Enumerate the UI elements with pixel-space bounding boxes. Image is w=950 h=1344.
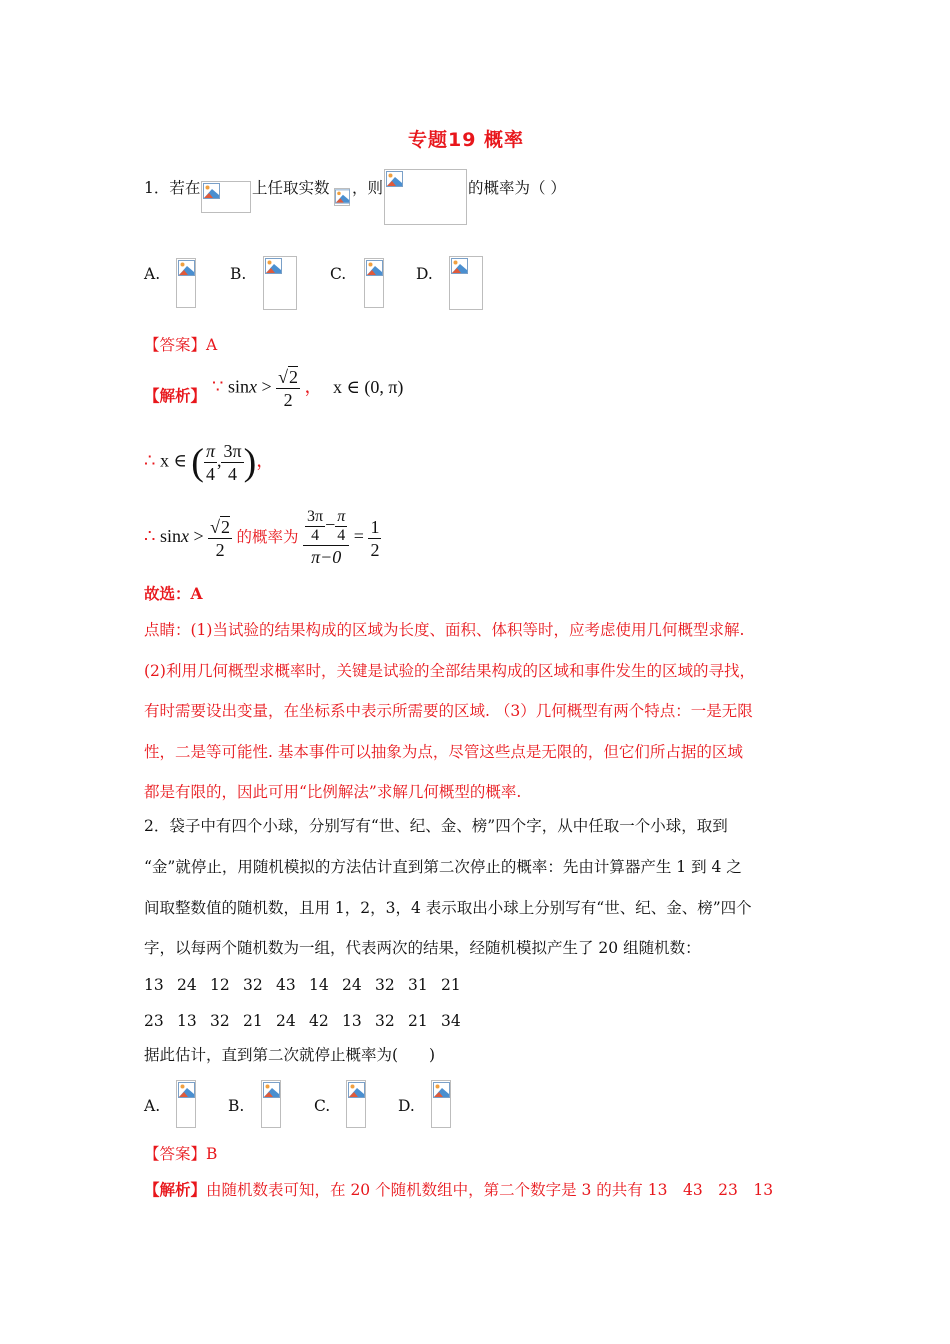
- random-number: 21: [441, 976, 461, 994]
- random-number: 12: [210, 976, 230, 994]
- broken-image-icon: [265, 258, 282, 274]
- random-number: 42: [309, 1012, 329, 1030]
- q1-stem-part1: 1．若在: [144, 179, 201, 197]
- random-numbers-row-1: [144, 975, 474, 995]
- fraction-3pi-over-4: $\frac{3\pi}{4}$: [223, 441, 242, 484]
- random-number: 32: [210, 1012, 230, 1030]
- q1-answer: 【答案】A: [144, 336, 218, 354]
- sin-text: sin: [159, 526, 181, 547]
- analysis-formula-1: [212, 366, 403, 411]
- random-numbers-row-2: [144, 1011, 474, 1031]
- q1-choose: 故选：A: [144, 584, 203, 603]
- q1-stem-part4: 的概率为（ ）: [468, 179, 566, 197]
- formula-image-placeholder: [334, 188, 350, 206]
- option-c-image: [364, 258, 384, 308]
- random-number: 43: [276, 976, 296, 994]
- equals: =: [353, 526, 364, 547]
- q2-stem-line-3: 间取整数值的随机数，且用 1，2，3，4 表示取出小球上分别写有“世、纪、金、榜”四个: [144, 899, 752, 917]
- sqrt-radicand: 2: [289, 367, 299, 387]
- probability-text: 的概率为: [236, 528, 299, 547]
- page-title: 专题19 概率: [408, 129, 525, 151]
- random-number: 13: [177, 1012, 197, 1030]
- comment-line-2: (2)利用几何概型求概率时，关键是试验的全部结果构成的区域和事件发生的区域的寻找，: [144, 662, 755, 680]
- q2-analysis-label: 【解析】: [144, 1180, 207, 1199]
- random-number: 24: [276, 1012, 296, 1030]
- broken-image-icon: [386, 171, 403, 187]
- random-number: 21: [408, 1012, 428, 1030]
- q1-stem-part3: ，则: [352, 179, 384, 197]
- q1-option-b-label: B.: [230, 265, 247, 283]
- random-number: 34: [441, 1012, 461, 1030]
- broken-image-icon: [178, 1082, 195, 1098]
- broken-image-icon: [335, 189, 350, 204]
- sqrt-sign: √: [278, 367, 289, 387]
- option-d-image: [449, 256, 483, 310]
- fraction-sqrt2-over-2: $\frac{√2}{2}$: [210, 516, 231, 560]
- comma: ，: [256, 450, 275, 471]
- comment-line-5: 都是有限的，因此可用“比例解法”求解几何概型的概率.: [144, 783, 522, 801]
- comment-line-1: 点睛：(1)当试验的结果构成的区域为长度、面积、体积等时，应考虑使用几何概型求解.: [144, 621, 745, 639]
- q1-stem-part2: 上任取实数: [252, 179, 330, 197]
- interval-x-0-pi: x ∈ (0, π): [333, 376, 404, 397]
- therefore-symbol: ∴: [144, 450, 156, 471]
- var-x: x: [248, 376, 257, 397]
- formula-image-placeholder: [384, 169, 467, 225]
- comment-line-3: 有时需要设出变量，在坐标系中表示所需要的区域. （3）几何概型有两个特点：一是无限: [144, 702, 753, 720]
- fraction-sqrt2-over-2: [276, 366, 300, 411]
- q2-analysis: [144, 1180, 773, 1200]
- q2-ask: 据此估计，直到第二次就停止概率为( ): [144, 1046, 436, 1064]
- fraction-one-half: $\frac{1}{2}$: [370, 516, 380, 560]
- option-c-image: [346, 1080, 366, 1128]
- random-number: 21: [243, 1012, 263, 1030]
- q2-option-b-label: B.: [228, 1097, 245, 1115]
- broken-image-icon: [348, 1082, 365, 1098]
- broken-image-icon: [433, 1082, 450, 1098]
- because-symbol: ∵: [212, 376, 224, 397]
- broken-image-icon: [203, 183, 220, 199]
- formula-image-placeholder: [201, 181, 251, 213]
- q2-analysis-text: 由随机数表可知，在 20 个随机数组中，第二个数字是 3 的共有 13 43 23 13: [206, 1181, 774, 1199]
- broken-image-icon: [366, 260, 383, 276]
- random-number: 32: [243, 976, 263, 994]
- x-in: x ∈: [159, 450, 187, 471]
- q2-stem-line-4: 字，以每两个随机数为一组，代表两次的结果，经随机模拟产生了 20 组随机数：: [144, 939, 701, 957]
- comma: ，: [304, 376, 323, 397]
- option-b-image: [261, 1080, 281, 1128]
- q1-option-c-label: C.: [330, 265, 347, 283]
- random-number: 24: [342, 976, 362, 994]
- random-number: 14: [309, 976, 329, 994]
- fraction-pi-over-4: $\frac{\pi}{4}$: [205, 441, 215, 484]
- option-d-image: [431, 1080, 451, 1128]
- random-number: 24: [177, 976, 197, 994]
- comment-line-4: 性，二是等可能性. 基本事件可以抽象为点，尽管这些点是无限的，但它们所占据的区域: [144, 743, 743, 761]
- random-number: 23: [144, 1012, 164, 1030]
- therefore-symbol: ∴: [144, 526, 156, 547]
- random-number: 31: [408, 976, 428, 994]
- random-number: 13: [144, 976, 164, 994]
- probability-fraction: $\frac{3\pi}{4}$ − $\frac{\pi}{4}$ π−0: [303, 508, 349, 568]
- random-number: 32: [375, 1012, 395, 1030]
- option-a-image: [176, 258, 196, 308]
- broken-image-icon: [263, 1082, 280, 1098]
- denominator: 2: [283, 390, 293, 410]
- q1-option-d-label: D.: [416, 265, 433, 283]
- random-number: 13: [342, 1012, 362, 1030]
- analysis-formula-3: ∴ sinx > $\frac{√2}{2}$ 的概率为 $\frac{3\pi}{4}$ − $\frac{\pi}{4}$ π−0 = $\frac{1}{2}$: [144, 508, 380, 567]
- q2-stem-line-1: 2．袋子中有四个小球，分别写有“世、纪、金、榜”四个字，从中任取一个小球，取到: [144, 817, 728, 835]
- q2-stem-line-2: “金”就停止，用随机模拟的方法估计直到第二次停止的概率：先由计算器产生 1 到 4 之: [144, 858, 742, 876]
- q2-option-a-label: A.: [144, 1097, 161, 1115]
- random-number: 32: [375, 976, 395, 994]
- q1-analysis-label: 【解析】: [144, 386, 207, 405]
- option-b-image: [263, 256, 297, 310]
- gt-symbol: >: [261, 376, 272, 397]
- option-a-image: [176, 1080, 196, 1128]
- broken-image-icon: [178, 260, 195, 276]
- q2-answer: 【答案】B: [144, 1145, 218, 1163]
- q1-option-a-label: A.: [144, 265, 161, 283]
- broken-image-icon: [451, 258, 468, 274]
- analysis-formula-2: ∴ x ∈ ( $\frac{\pi}{4}$ , $\frac{3\pi}{4}$ )，: [144, 441, 275, 484]
- q2-option-c-label: C.: [314, 1097, 331, 1115]
- sin-text: sin: [227, 376, 249, 397]
- q2-option-d-label: D.: [398, 1097, 415, 1115]
